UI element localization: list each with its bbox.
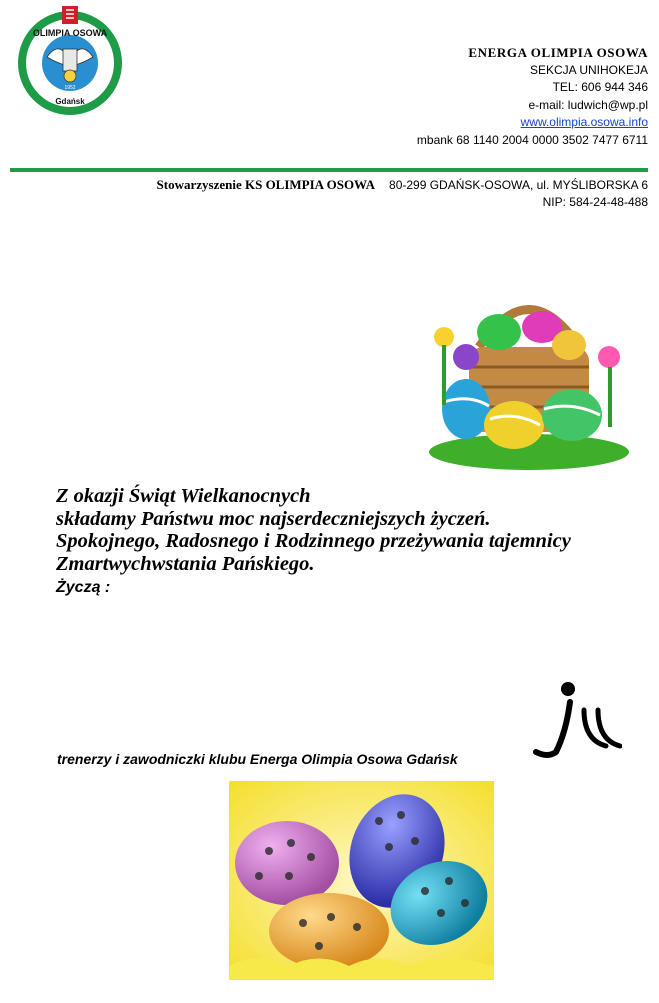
greeting-line: składamy Państwu moc najserdeczniejszych życzeń. bbox=[56, 507, 491, 530]
org-phone: TEL: 606 944 346 bbox=[552, 80, 648, 95]
association-nip: NIP: 584-24-48-488 bbox=[542, 195, 648, 209]
greeting-line: Zmartwychwstania Pańskiego. bbox=[56, 552, 315, 575]
greeting-line: Spokojnego, Radosnego i Rodzinnego przeżywania tajemnicy bbox=[56, 530, 571, 552]
easter-basket-icon bbox=[424, 287, 634, 472]
floorball-player-icon bbox=[532, 680, 622, 762]
association-name: Stowarzyszenie KS OLIMPIA OSOWA bbox=[156, 177, 376, 192]
signature-line: trenerzy i zawodniczki klubu Energa Olimpia Osowa Gdańsk bbox=[57, 751, 458, 767]
greeting-line: Z okazji Świąt Wielkanocnych bbox=[56, 485, 311, 507]
association-address: 80-299 GDAŃSK-OSOWA, ul. MYŚLIBORSKA 6 bbox=[389, 178, 648, 192]
greeting-signoff: Życzą : bbox=[56, 579, 111, 596]
easter-eggs-photo bbox=[229, 781, 494, 980]
org-website-link[interactable]: www.olimpia.osowa.info bbox=[520, 115, 648, 130]
org-section: SEKCJA UNIHOKEJA bbox=[529, 62, 648, 77]
org-name: ENERGA OLIMPIA OSOWA bbox=[468, 45, 648, 60]
org-contact-block bbox=[417, 44, 648, 150]
crest-year: 1952 bbox=[64, 85, 76, 91]
crest-city: Gdańsk bbox=[55, 97, 85, 106]
org-bank: mbank 68 1140 2004 0000 3502 7477 6711 bbox=[416, 132, 648, 147]
crest-text-top: OLIMPIA OSOWA bbox=[32, 28, 108, 38]
greeting-text bbox=[56, 485, 571, 600]
header-divider bbox=[10, 168, 648, 172]
association-block bbox=[157, 176, 648, 211]
club-crest-icon bbox=[14, 5, 126, 117]
org-email: e-mail: ludwich@wp.pl bbox=[528, 97, 648, 112]
